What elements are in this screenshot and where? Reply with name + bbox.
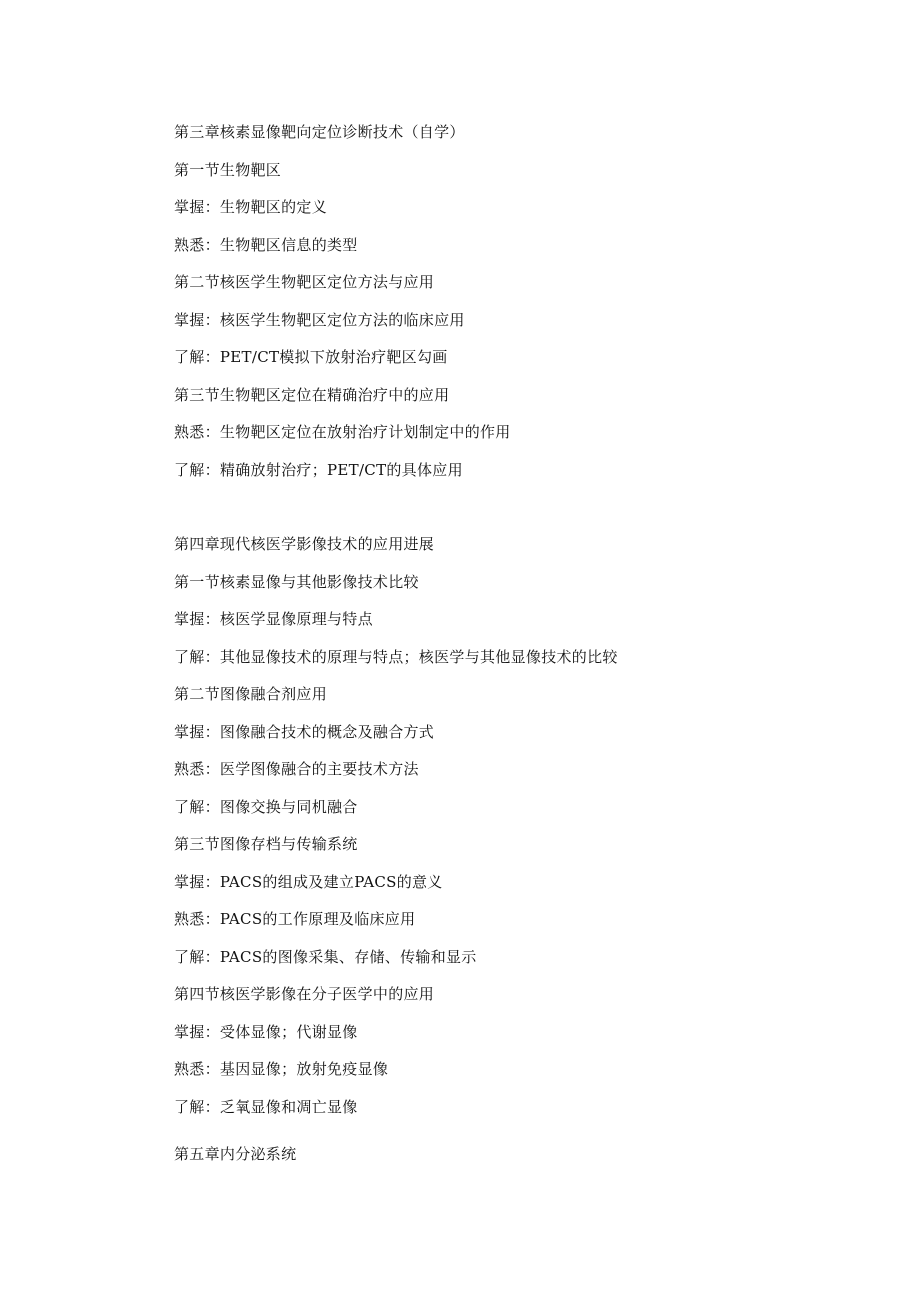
requirement-line: 掌握：核医学生物靶区定位方法的临床应用 — [174, 310, 465, 329]
requirement-line: 熟悉：生物靶区信息的类型 — [174, 235, 358, 254]
requirement-line: 掌握：生物靶区的定义 — [174, 198, 328, 216]
requirement-line: 熟悉：生物靶区定位在放射治疗计划制定中的作用 — [174, 423, 511, 441]
section-heading: 第二节图像融合剂应用 — [174, 685, 328, 703]
requirement-line: 了解：PET/CT模拟下放射治疗靶区勾画 — [174, 348, 448, 366]
requirement-line: 掌握：图像融合技术的概念及融合方式 — [174, 722, 435, 741]
section-heading: 第三节图像存档与传输系统 — [174, 835, 358, 853]
requirement-line: 熟悉：PACS的工作原理及临床应用 — [174, 910, 416, 928]
chapter-3-title: 第三章核素显像靶向定位诊断技术（自学） — [174, 123, 465, 141]
chapter-spacer — [174, 489, 874, 526]
requirement-line: 掌握：PACS的组成及建立PACS的意义 — [174, 872, 443, 891]
section-heading: 第二节核医学生物靶区定位方法与应用 — [174, 273, 435, 291]
requirement-line: 掌握：核医学显像原理与特点 — [174, 610, 373, 628]
section-heading: 第一节生物靶区 — [174, 160, 282, 179]
chapter-spacer — [174, 1126, 874, 1136]
chapter-4-title: 第四章现代核医学影像技术的应用进展 — [174, 535, 435, 553]
document-content — [174, 114, 874, 1174]
requirement-line: 掌握：受体显像；代谢显像 — [174, 1022, 358, 1041]
requirement-line: 了解：乏氧显像和凋亡显像 — [174, 1097, 358, 1116]
chapter-5-title: 第五章内分泌系统 — [174, 1145, 297, 1163]
section-heading: 第一节核素显像与其他影像技术比较 — [174, 572, 419, 591]
requirement-line: 熟悉：医学图像融合的主要技术方法 — [174, 760, 419, 778]
section-heading: 第四节核医学影像在分子医学中的应用 — [174, 985, 435, 1003]
section-heading: 第三节生物靶区定位在精确治疗中的应用 — [174, 385, 450, 404]
requirement-line: 熟悉：基因显像；放射免疫显像 — [174, 1060, 389, 1078]
requirement-line: 了解：图像交换与同机融合 — [174, 797, 358, 816]
requirement-line: 了解：PACS的图像采集、存储、传输和显示 — [174, 947, 477, 966]
requirement-line: 了解：精确放射治疗；PET/CT的具体应用 — [174, 460, 463, 479]
requirement-line: 了解：其他显像技术的原理与特点；核医学与其他显像技术的比较 — [174, 647, 618, 666]
